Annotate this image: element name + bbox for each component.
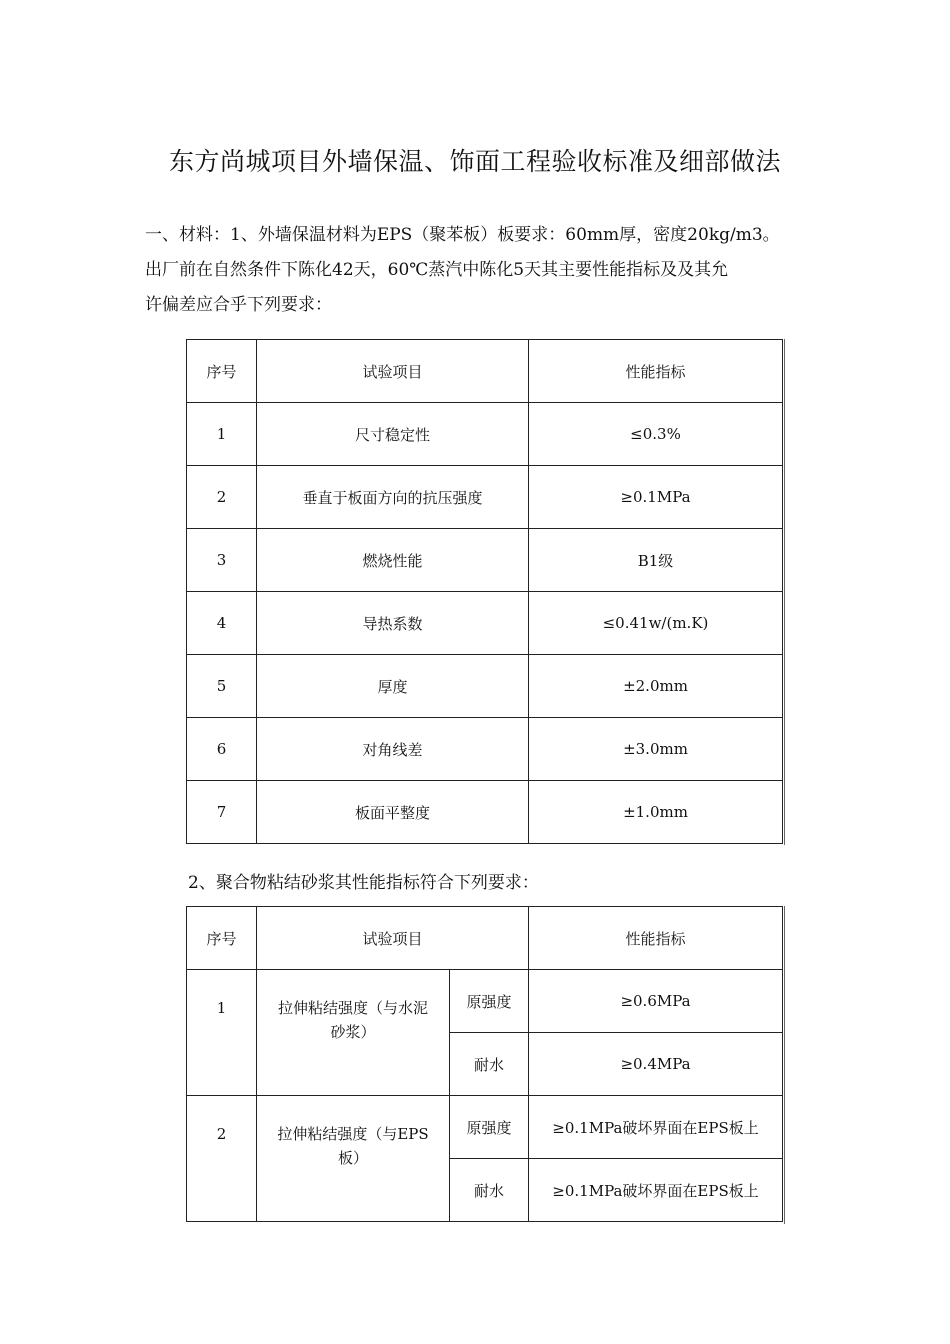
cell-condition: 耐水 xyxy=(450,1033,529,1096)
table-row xyxy=(187,403,783,466)
adhesive-mortar-spec-table xyxy=(186,906,783,1222)
cell-no: 6 xyxy=(187,718,257,781)
document-title: 东方尚城项目外墙保温、饰面工程验收标准及细部做法 xyxy=(168,147,781,176)
paragraph-line: 一、材料：1、外墙保温材料为EPS（聚苯板）板要求：60mm厚，密度20kg/m3。 xyxy=(145,225,780,245)
cell-condition: 原强度 xyxy=(450,1096,529,1159)
table-row xyxy=(187,781,783,844)
cell-item: 厚度 xyxy=(257,655,529,718)
cell-value: ±2.0mm xyxy=(529,655,783,718)
paragraph-line: 许偏差应合乎下列要求： xyxy=(145,295,332,315)
cell-value: ≥0.1MPa破坏界面在EPS板上 xyxy=(529,1096,783,1159)
section-subheading: 2、聚合物粘结砂浆其性能指标符合下列要求： xyxy=(188,873,539,893)
table-edge-line xyxy=(784,339,785,845)
table-row xyxy=(187,466,783,529)
cell-value: ±1.0mm xyxy=(529,781,783,844)
table-row xyxy=(187,718,783,781)
cell-value: ±3.0mm xyxy=(529,718,783,781)
table-row xyxy=(187,970,783,1033)
cell-no: 3 xyxy=(187,529,257,592)
cell-item: 对角线差 xyxy=(257,718,529,781)
cell-item-line: 砂浆） xyxy=(330,1023,376,1041)
cell-no: 2 xyxy=(187,466,257,529)
cell-no: 4 xyxy=(187,592,257,655)
table-row xyxy=(187,1096,783,1159)
header-item: 试验项目 xyxy=(257,340,529,403)
cell-item: 垂直于板面方向的抗压强度 xyxy=(257,466,529,529)
table-header-row xyxy=(187,340,783,403)
table-row xyxy=(187,529,783,592)
header-item: 试验项目 xyxy=(257,907,529,970)
cell-item xyxy=(257,1096,450,1222)
cell-item: 导热系数 xyxy=(257,592,529,655)
cell-no: 5 xyxy=(187,655,257,718)
cell-condition: 原强度 xyxy=(450,970,529,1033)
cell-value: ≥0.6MPa xyxy=(529,970,783,1033)
cell-value: ≥0.1MPa破坏界面在EPS板上 xyxy=(529,1159,783,1222)
table-header-row xyxy=(187,907,783,970)
cell-item: 板面平整度 xyxy=(257,781,529,844)
header-no: 序号 xyxy=(187,340,257,403)
cell-no: 1 xyxy=(187,403,257,466)
table-row xyxy=(187,592,783,655)
table-edge-line xyxy=(784,906,785,1224)
cell-item-line: 拉伸粘结强度（与EPS xyxy=(277,1125,429,1143)
cell-no: 2 xyxy=(187,1096,257,1222)
cell-value: ≤0.3% xyxy=(529,403,783,466)
cell-value: B1级 xyxy=(529,529,783,592)
cell-value: ≥0.1MPa xyxy=(529,466,783,529)
cell-value: ≥0.4MPa xyxy=(529,1033,783,1096)
header-index: 性能指标 xyxy=(529,907,783,970)
cell-item-line: 拉伸粘结强度（与水泥 xyxy=(277,999,428,1017)
table-row xyxy=(187,655,783,718)
header-no: 序号 xyxy=(187,907,257,970)
header-index: 性能指标 xyxy=(529,340,783,403)
cell-value: ≤0.41w/(m.K) xyxy=(529,592,783,655)
cell-no: 7 xyxy=(187,781,257,844)
cell-item: 尺寸稳定性 xyxy=(257,403,529,466)
cell-item xyxy=(257,970,450,1096)
cell-condition: 耐水 xyxy=(450,1159,529,1222)
materials-paragraph xyxy=(145,218,825,323)
cell-item: 燃烧性能 xyxy=(257,529,529,592)
cell-no: 1 xyxy=(187,970,257,1096)
eps-board-spec-table xyxy=(186,339,783,844)
cell-item-line: 板） xyxy=(337,1149,368,1167)
paragraph-line: 出厂前在自然条件下陈化42天，60℃蒸汽中陈化5天其主要性能指标及及其允 xyxy=(145,260,729,280)
